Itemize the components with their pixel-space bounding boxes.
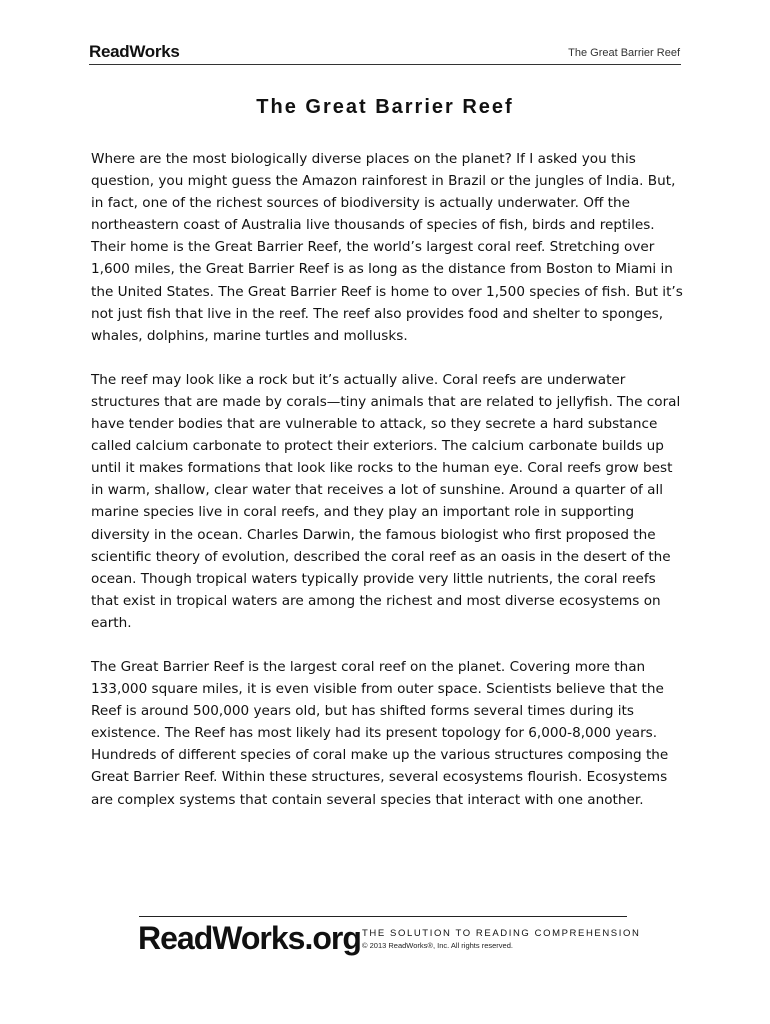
running-title: The Great Barrier Reef bbox=[568, 47, 680, 59]
footer-copyright: © 2013 ReadWorks®, Inc. All rights reserved. bbox=[362, 941, 513, 950]
footer-logo: ReadWorks.org bbox=[138, 920, 361, 956]
header-logo: ReadWorks bbox=[89, 42, 180, 61]
footer-divider bbox=[139, 916, 627, 917]
paragraph-1: Where are the most biologically diverse places on the planet? If I asked you this question, you might guess the Amazon rainforest in Brazil or the jungles of India. But, in fact, one of the richest sources of biodiversity is actually underwater. Off the northeastern coast of Australia live thousands of species of fish, birds and reptiles. Their home is the Great Barrier Reef, the world’s largest coral reef. Stretching over 1,600 miles, the Great Barrier Reef is as long as the distance from Boston to Miami in the United States. The Great Barrier Reef is home to over 1,500 species of fish. But it’s not just fish that live in the reef. The reef also provides food and shelter to sponges, whales, dolphins, marine turtles and mollusks. bbox=[91, 151, 683, 344]
article-body bbox=[91, 148, 686, 833]
footer-tagline: THE SOLUTION TO READING COMPREHENSION bbox=[362, 928, 641, 939]
paragraph-3: The Great Barrier Reef is the largest coral reef on the planet. Covering more than 133,000 square miles, it is even visible from outer space. Scientists believe that the Reef is around 500,000 years old, but has shifted forms several times during its existence. The Reef has most likely had its present topology for 6,000-8,000 years. Hundreds of different species of coral make up the various structures composing the Great Barrier Reef. Within these structures, several ecosystems flourish. Ecosystems are complex systems that contain several species that interact with one another. bbox=[91, 658, 669, 808]
paragraph-2: The reef may look like a rock but it’s actually alive. Coral reefs are underwater structures that are made by corals—tiny animals that are related to jellyfish. The coral have tender bodies that are vulnerable to attack, so they secrete a hard substance called calcium carbonate to protect their exteriors. The calcium carbonate builds up until it makes formations that look like rocks to the human eye. Coral reefs grow best in warm, shallow, clear water that receives a lot of sunshine. Around a quarter of all marine species live in coral reefs, and they play an important role in supporting diversity in the ocean. Charles Darwin, the famous biologist who first proposed the scientific theory of evolution, described the coral reef as an oasis in the desert of the ocean. Though tropical waters typically provide very little nutrients, the coral reefs that exist in tropical waters are among the richest and most diverse ecosystems on earth. bbox=[91, 371, 681, 631]
page-title: The Great Barrier Reef bbox=[256, 96, 514, 118]
header-divider bbox=[89, 64, 681, 65]
